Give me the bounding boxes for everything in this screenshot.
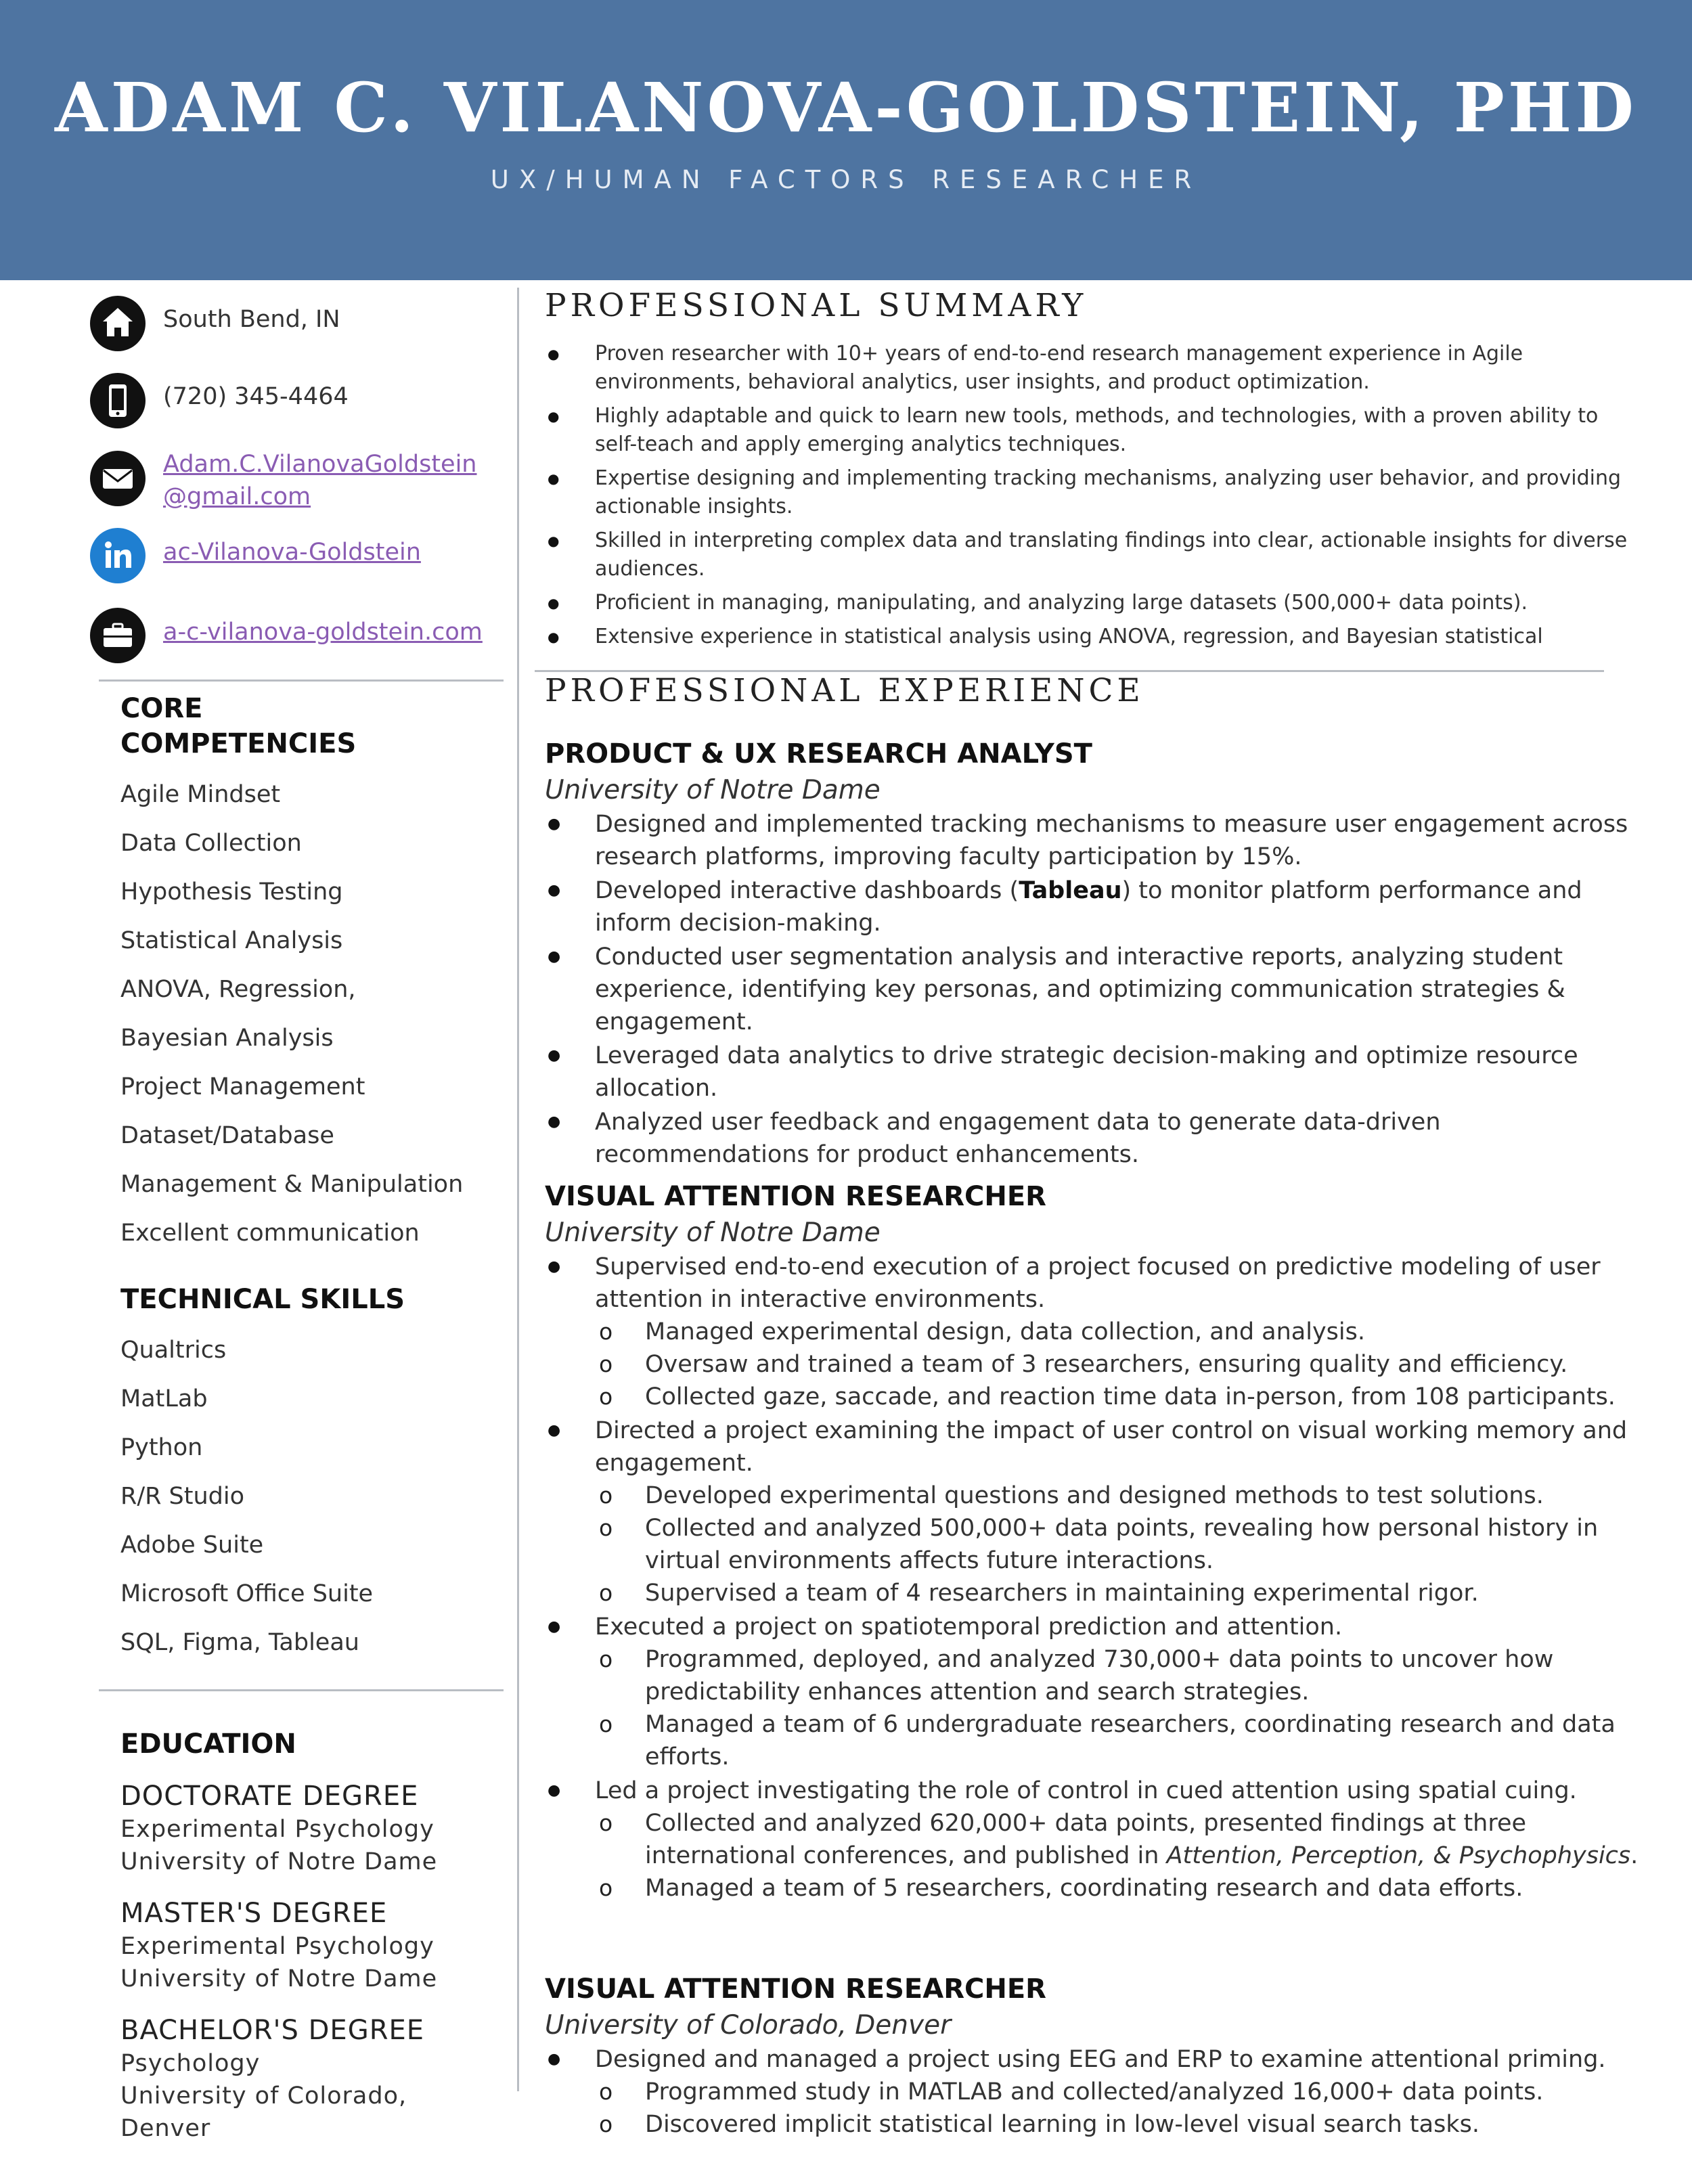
sub-list-item: o Supervised a team of 4 researchers in maintaining experimental rigor. <box>545 1577 1648 1609</box>
summary-list <box>545 340 1628 656</box>
degree-school: University of Colorado, <box>120 2082 407 2110</box>
list-item: ● Conducted user segmentation analysis and interactive reports, analyzing student experience, identifying key personas, and optimizing communication strategies & engagement. <box>545 941 1648 1038</box>
job-organization: University of Notre Dame <box>545 775 881 805</box>
education-entry <box>120 1896 499 1995</box>
core-heading: CORE COMPETENCIES <box>120 693 357 759</box>
list-item: Python <box>120 1434 203 1461</box>
list-item: Data Collection <box>120 830 302 857</box>
contact-email <box>90 451 510 512</box>
contact-website <box>90 608 510 669</box>
sub-list-item: o Oversaw and trained a team of 3 researchers, ensuring quality and efficiency. <box>545 1348 1648 1381</box>
list-item: Agile Mindset <box>120 781 281 808</box>
email-line-2: @gmail.com <box>163 483 311 510</box>
list-item: ● Proficient in managing, manipulating, and analyzing large datasets (500,000+ data points). <box>545 589 1628 617</box>
job-organization: University of Notre Dame <box>545 1218 881 1248</box>
location-text: South Bend, IN <box>163 306 340 333</box>
list-item: Management & Manipulation <box>120 1171 464 1198</box>
sub-list-item: o Managed a team of 5 researchers, coordinating research and data efforts. <box>545 1872 1648 1904</box>
header-banner <box>0 0 1692 280</box>
job-title: VISUAL ATTENTION RESEARCHER <box>545 1181 1046 1212</box>
list-item: ● Skilled in interpreting complex data and translating findings into clear, actionable insights for diverse audiences. <box>545 527 1628 583</box>
sub-list-item: o Managed experimental design, data collection, and analysis. <box>545 1316 1648 1348</box>
sub-list-item: o Collected gaze, saccade, and reaction time data in-person, from 108 participants. <box>545 1381 1648 1413</box>
list-item: MatLab <box>120 1385 208 1412</box>
job-organization: University of Colorado, Denver <box>545 2010 952 2041</box>
job-title: PRODUCT & UX RESEARCH ANALYST <box>545 738 1092 770</box>
degree-title: MASTER'S DEGREE <box>120 1898 388 1929</box>
list-item: SQL, Figma, Tableau <box>120 1629 359 1656</box>
sub-list-item: o Programmed, deployed, and analyzed 730,000+ data points to uncover how predictability enhances attention and search strategies. <box>545 1643 1648 1708</box>
sidebar-divider <box>99 679 504 682</box>
job-title: VISUAL ATTENTION RESEARCHER <box>545 1974 1046 2005</box>
sub-bullets <box>545 1479 1648 1609</box>
list-item: Statistical Analysis <box>120 927 343 954</box>
home-icon <box>90 296 146 351</box>
sub-bullets <box>545 1643 1648 1773</box>
website-link[interactable]: a-c-vilanova-goldstein.com <box>163 619 483 646</box>
list-item: Bayesian Analysis <box>120 1025 334 1052</box>
degree-school: University of Notre Dame <box>120 1848 438 1875</box>
technical-list <box>120 1333 373 1674</box>
candidate-name: ADAM C. VILANOVA-GOLDSTEIN, PHD <box>54 68 1637 148</box>
list-item: ● Extensive experience in statistical analysis using ANOVA, regression, and Bayesian statistical <box>545 623 1628 651</box>
job-bullets <box>545 808 1648 1171</box>
job-entry <box>545 1178 1648 1906</box>
list-item: ● Developed interactive dashboards (Tableau) to monitor platform performance and inform decision-making. <box>545 874 1648 939</box>
list-item: Qualtrics <box>120 1337 227 1364</box>
job-subtitle: UX/HUMAN FACTORS RESEARCHER <box>490 165 1202 194</box>
list-item: ● Led a project investigating the role of control in cued attention using spatial cuing. o Collected and analyzed 620,000+ data points, presented findings at three international conferences, and published in Attention, Perception, & Psychophysics. o Managed a team of 5 researchers, coordinating research and data efforts. <box>545 1775 1648 1904</box>
degree-field: Experimental Psychology <box>120 1816 435 1843</box>
sub-bullets <box>545 1807 1648 1904</box>
list-item: R/R Studio <box>120 1483 245 1510</box>
journal-title: Attention, Perception, & Psychophysics <box>1166 1842 1631 1869</box>
list-item: Dataset/Database <box>120 1122 334 1149</box>
degree-title: BACHELOR'S DEGREE <box>120 2015 425 2046</box>
list-item: ● Expertise designing and implementing tracking mechanisms, analyzing user behavior, and providing actionable insights. <box>545 464 1628 521</box>
briefcase-icon <box>90 608 146 663</box>
email-link[interactable] <box>163 448 476 513</box>
technical-heading: TECHNICAL SKILLS <box>120 1284 405 1315</box>
education-heading: EDUCATION <box>120 1729 296 1760</box>
phone-icon <box>90 373 146 428</box>
sub-bullets <box>545 1316 1648 1413</box>
column-divider <box>517 288 519 2091</box>
list-item: ● Directed a project examining the impact of user control on visual working memory and engagement. o Developed experimental questions and designed methods to test solutions. o Collected and analyzed 500,000+ data points, revealing how personal history in virtual environments affects future interactions. o Supervised a team of 4 researchers in maintaining experimental rigor. <box>545 1414 1648 1609</box>
sub-list-item: o Collected and analyzed 620,000+ data points, presented findings at three international conferences, and published in Attention, Perception, & Psychophysics. <box>545 1807 1648 1872</box>
list-item: ● Supervised end-to-end execution of a project focused on predictive modeling of user attention in interactive environments. o Managed experimental design, data collection, and analysis. o Oversaw and trained a team of 3 researchers, ensuring quality and efficiency. o Collected gaze, saccade, and reaction time data in-person, from 108 participants. <box>545 1251 1648 1413</box>
list-item: Excellent communication <box>120 1220 420 1247</box>
tool-name: Tableau <box>1019 877 1122 904</box>
list-item: Project Management <box>120 1073 365 1100</box>
sidebar-divider <box>99 1689 504 1691</box>
email-icon <box>90 451 146 506</box>
list-item: Microsoft Office Suite <box>120 1580 374 1607</box>
sub-list-item: o Managed a team of 6 undergraduate researchers, coordinating research and data efforts. <box>545 1708 1648 1773</box>
experience-heading: PROFESSIONAL EXPERIENCE <box>545 672 1144 709</box>
job-bullets <box>545 2043 1648 2141</box>
list-item: ● Highly adaptable and quick to learn new tools, methods, and technologies, with a proven ability to self-teach and apply emerging analytics techniques. <box>545 402 1628 459</box>
linkedin-icon <box>90 528 146 583</box>
summary-heading: PROFESSIONAL SUMMARY <box>545 287 1088 324</box>
job-bullets <box>545 1251 1648 1904</box>
degree-field: Psychology <box>120 2050 261 2077</box>
list-item: Adobe Suite <box>120 1532 264 1559</box>
sub-list-item: o Developed experimental questions and designed methods to test solutions. <box>545 1479 1648 1512</box>
list-item: ANOVA, Regression, <box>120 976 356 1003</box>
contact-phone <box>90 373 510 434</box>
email-line-1: Adam.C.VilanovaGoldstein <box>163 451 477 478</box>
sub-list-item: o Collected and analyzed 500,000+ data points, revealing how personal history in virtual environments affects future interactions. <box>545 1512 1648 1577</box>
list-item: ● Proven researcher with 10+ years of end-to-end research management experience in Agile environments, behavioral analytics, user insights, and product optimization. <box>545 340 1628 397</box>
contact-linkedin <box>90 528 510 589</box>
job-entry <box>545 1970 1648 2142</box>
job-entry <box>545 735 1648 1172</box>
list-item: ● Analyzed user feedback and engagement data to generate data-driven recommendations for product enhancements. <box>545 1106 1648 1171</box>
degree-field: Experimental Psychology <box>120 1933 435 1960</box>
linkedin-link[interactable]: ac-Vilanova-Goldstein <box>163 539 421 566</box>
sub-list-item: o Discovered implicit statistical learning in low-level visual search tasks. <box>545 2108 1648 2141</box>
list-item: ● Leveraged data analytics to drive strategic decision-making and optimize resource allocation. <box>545 1040 1648 1105</box>
list-item: Hypothesis Testing <box>120 878 343 906</box>
sub-bullets <box>545 2076 1648 2141</box>
list-item: ● Executed a project on spatiotemporal prediction and attention. o Programmed, deployed, and analyzed 730,000+ data points to uncover how predictability enhances attention and search strategies. o Managed a team of 6 undergraduate researchers, coordinating research and data efforts. <box>545 1611 1648 1773</box>
degree-title: DOCTORATE DEGREE <box>120 1781 419 1812</box>
list-item: ● Designed and implemented tracking mechanisms to measure user engagement across research platforms, improving faculty participation by 15%. <box>545 808 1648 873</box>
contact-location <box>90 296 510 357</box>
sub-list-item: o Programmed study in MATLAB and collected/analyzed 16,000+ data points. <box>545 2076 1648 2108</box>
degree-school: University of Notre Dame <box>120 1965 438 1992</box>
phone-text: (720) 345-4464 <box>163 383 349 410</box>
list-item: ● Designed and managed a project using EEG and ERP to examine attentional priming. o Programmed study in MATLAB and collected/analyzed 16,000+ data points. o Discovered implicit statistical learning in low-level visual search tasks. <box>545 2043 1648 2141</box>
education-entry <box>120 2013 499 2145</box>
degree-school-line-2: Denver <box>120 2115 211 2142</box>
education-entry <box>120 1779 499 1878</box>
core-list <box>120 778 463 1265</box>
